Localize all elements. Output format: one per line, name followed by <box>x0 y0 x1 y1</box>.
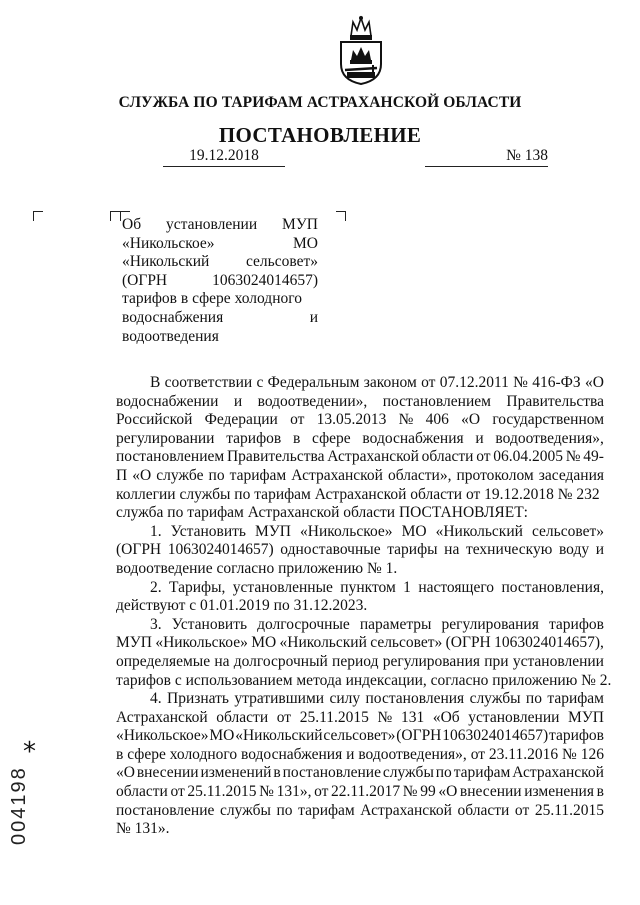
body-word: водоснабжении <box>116 392 219 410</box>
body-word: сфере <box>127 745 166 763</box>
body-word: протоколом <box>456 466 534 484</box>
body-word: № <box>565 448 581 466</box>
body-word: сельсовет» <box>323 727 396 745</box>
body-line <box>116 690 604 709</box>
coat-of-arms-icon <box>333 14 389 86</box>
body-word: и <box>475 429 484 447</box>
organization-name: СЛУЖБА ПО ТАРИФАМ АСТРАХАНСКОЙ ОБЛАСТИ <box>118 94 522 111</box>
body-word: № <box>259 783 274 801</box>
subject-word: установлении <box>166 216 258 233</box>
registration-stamp-number: 004198 <box>8 766 30 845</box>
body-word: тарифам <box>547 690 604 708</box>
corner-mark <box>33 211 43 221</box>
body-line <box>116 579 604 598</box>
body-word: от <box>476 448 491 466</box>
body-word: параметры <box>359 615 432 633</box>
subject-word: водоснабжения <box>122 308 224 326</box>
body-word: 07.12.2011 <box>439 374 509 391</box>
body-word: Тарифы, <box>169 578 226 596</box>
body-word: при <box>484 652 509 670</box>
body-word: сельсовет» <box>531 522 604 540</box>
body-line <box>116 820 604 839</box>
body-word: на <box>214 652 230 670</box>
body-word: изменений <box>200 764 272 782</box>
body-word: по <box>435 764 452 782</box>
body-word: постановление <box>116 801 215 819</box>
body-word: «Никольское» <box>300 522 393 540</box>
body-line <box>116 783 604 802</box>
body-word: 25.11.2015 <box>534 801 604 819</box>
body-word: 1063024014657), <box>494 634 604 652</box>
corner-mark <box>336 211 346 221</box>
body-word: соответствии <box>164 374 253 391</box>
body-word: «О <box>116 764 135 782</box>
subject-word: (ОГРН <box>122 271 168 289</box>
body-word: № <box>562 745 577 763</box>
body-word: № <box>402 783 418 801</box>
body-word: «Об <box>432 708 460 726</box>
body-word: Астраханской <box>327 448 419 466</box>
body-word: техническую <box>465 541 553 559</box>
body-word: одноставочные <box>280 541 381 559</box>
body-word: 1063024014657) <box>442 727 549 745</box>
body-word: тарифов <box>548 615 604 633</box>
subject-word: МО <box>293 234 318 252</box>
subject-word: и <box>309 308 318 326</box>
body-word: 22.11.2017 <box>331 783 401 801</box>
body-word: области <box>216 708 269 726</box>
body-word: МО <box>209 727 235 745</box>
body-word: постановлением <box>116 448 225 466</box>
body-word: постановление <box>282 764 381 782</box>
body-word: 126 <box>580 745 604 763</box>
corner-mark <box>110 211 120 221</box>
body-word: по <box>525 690 542 708</box>
body-word: от <box>421 374 436 391</box>
body-word: действуют с 01.01.2019 по 31.12.2023. <box>116 597 368 615</box>
body-word: Правительства <box>226 448 325 466</box>
body-line <box>116 746 604 765</box>
body-word: водоснабжения <box>241 745 343 763</box>
body-line <box>116 541 604 560</box>
body-word: Правительства <box>506 392 604 410</box>
body-word: области», <box>388 466 452 484</box>
body-word: № <box>398 411 414 429</box>
body-word: тарифов <box>226 429 282 447</box>
body-word: (ОГРН <box>396 727 442 745</box>
body-line <box>116 374 604 393</box>
body-word: 131 <box>400 708 425 726</box>
subject-line <box>122 216 318 235</box>
subject-line <box>122 253 318 272</box>
body-word: Федеральным <box>267 374 360 391</box>
body-word: 2. <box>150 578 162 596</box>
body-word: тарифам <box>453 764 511 782</box>
body-word: 49- <box>583 448 604 466</box>
body-word: МУП <box>568 708 604 726</box>
body-word: постановлением <box>382 392 491 410</box>
body-word: 3. <box>150 615 162 633</box>
document-subject <box>122 216 318 346</box>
body-line <box>116 802 604 821</box>
body-word: регулирования <box>441 615 539 633</box>
body-word: 25.11.2015 <box>299 708 369 726</box>
body-word: от <box>314 783 329 801</box>
document-number: № 138 <box>425 147 548 167</box>
body-word: П <box>116 466 128 484</box>
body-word: регулирования <box>382 652 481 670</box>
body-line <box>116 597 604 616</box>
body-word: тарифов <box>549 727 604 745</box>
subject-word: «Никольское» <box>122 234 215 252</box>
body-word: в <box>116 745 124 763</box>
body-word: сфере <box>312 429 351 447</box>
body-word: области <box>116 783 168 801</box>
body-word: от <box>514 801 530 819</box>
body-word: водоотведение согласно приложению № 1. <box>116 559 398 577</box>
body-word: «О <box>461 411 481 429</box>
subject-word: сельсовет» <box>245 253 318 271</box>
body-word: МО <box>401 522 427 540</box>
body-word: 1063024014657) <box>167 541 274 559</box>
document-type: ПОСТАНОВЛЕНИЕ <box>218 123 422 147</box>
body-word: № 131». <box>116 820 170 838</box>
body-word: тарифы <box>387 541 438 559</box>
body-word: 4. <box>150 690 162 708</box>
body-word: постановления <box>365 690 465 708</box>
subject-word: Об <box>122 216 142 233</box>
body-line <box>116 467 604 486</box>
body-line <box>116 727 604 746</box>
body-line <box>116 616 604 635</box>
body-word: 1. <box>150 522 162 540</box>
body-word: в <box>273 764 281 782</box>
body-word: МУП <box>255 522 291 540</box>
body-word: № <box>513 374 528 391</box>
body-word: службе <box>156 466 204 484</box>
body-word: силу <box>329 690 361 708</box>
body-line <box>116 709 604 728</box>
subject-line <box>122 309 318 328</box>
body-word: Установить <box>170 522 246 540</box>
body-word: 131», <box>276 783 312 801</box>
body-word: области <box>457 801 510 819</box>
body-line <box>116 448 604 467</box>
body-word: службы <box>382 764 434 782</box>
body-word: и <box>346 745 355 763</box>
stamp-asterisk: * <box>23 737 36 767</box>
subject-word: 1063024014657) <box>212 271 318 289</box>
body-word: области <box>421 448 474 466</box>
body-line <box>116 523 604 542</box>
body-word: определяемые <box>116 652 211 670</box>
body-word: «О <box>132 466 152 484</box>
body-word: холодного <box>169 745 238 763</box>
body-word: «О <box>584 374 604 391</box>
body-word: 25.11.2015 <box>187 783 257 801</box>
document-date: 19.12.2018 <box>163 147 285 167</box>
body-word: «Никольский <box>279 634 367 652</box>
body-word: Российской <box>116 411 193 429</box>
body-line <box>116 764 604 783</box>
body-word: 99 <box>420 783 436 801</box>
body-word: 23.11.2016 <box>488 745 559 763</box>
body-word: «Никольское» <box>116 727 209 745</box>
body-word: Установить <box>171 615 248 633</box>
subject-word: водоотведения <box>122 327 219 345</box>
body-word: Астраханской <box>360 801 452 819</box>
body-word: 06.04.2005 <box>493 448 564 466</box>
body-word: утратившими <box>234 690 325 708</box>
body-line <box>116 430 604 449</box>
body-word: Астраханской <box>291 466 383 484</box>
body-word: пунктом <box>340 578 396 596</box>
body-word: внесении <box>459 783 522 801</box>
body-word: установлении <box>512 652 604 670</box>
body-line <box>116 486 604 505</box>
body-word: государственном <box>492 411 604 429</box>
body-word: установлении <box>468 708 560 726</box>
body-word: служба по тарифам Астраханской области ПОСТАНОВЛЯЕТ: <box>116 504 528 522</box>
body-word: (ОГРН <box>116 541 162 559</box>
body-word: № <box>377 708 393 726</box>
subject-line <box>122 235 318 254</box>
body-word: с <box>256 374 264 391</box>
subject-word: МУП <box>282 216 318 233</box>
body-word: Признать <box>167 690 229 708</box>
subject-line <box>122 290 318 309</box>
body-word: на <box>444 541 460 559</box>
body-word: службы <box>469 690 521 708</box>
body-word: 406 <box>425 411 449 429</box>
body-word: по <box>208 466 225 484</box>
document-body <box>116 374 612 839</box>
subject-word: тарифов в сфере холодного <box>122 290 302 308</box>
body-word: и <box>233 392 243 410</box>
body-word: Федерации <box>204 411 278 429</box>
body-word: МО <box>251 634 277 652</box>
body-word: долгосрочный <box>233 652 328 670</box>
body-word: 416-ФЗ <box>532 374 581 391</box>
body-line <box>116 671 612 691</box>
body-word: и <box>595 541 604 559</box>
body-word: МУП <box>116 634 152 652</box>
body-line <box>116 504 604 523</box>
body-word: период <box>332 652 379 670</box>
body-word: тарифам <box>298 801 355 819</box>
body-word: «Никольский <box>235 727 323 745</box>
body-word: настоящего <box>418 578 495 596</box>
subject-line <box>122 272 318 291</box>
subject-line <box>122 328 318 347</box>
body-word: воду <box>558 541 590 559</box>
body-line <box>116 653 604 672</box>
body-word: заседания <box>538 466 604 484</box>
body-word: 1 <box>403 578 411 596</box>
body-word: водоотведения», <box>358 745 467 763</box>
body-word: «О <box>438 783 458 801</box>
body-word: регулировании <box>116 429 215 447</box>
body-word: от <box>290 411 305 429</box>
body-word: внесении <box>136 764 199 782</box>
body-word: установленные <box>232 578 333 596</box>
body-word: «Никольское» <box>155 634 248 652</box>
body-word: (ОГРН <box>445 634 491 652</box>
body-word: изменения <box>524 783 594 801</box>
body-word: в <box>596 783 604 801</box>
body-word: водоснабжения <box>362 429 464 447</box>
body-word: по <box>276 801 293 819</box>
body-word: Астраханской <box>116 708 208 726</box>
body-line <box>116 634 604 653</box>
body-word: службы <box>219 801 271 819</box>
body-word: сельсовет» <box>370 634 443 652</box>
body-word: долгосрочные <box>257 615 350 633</box>
body-word: от <box>470 745 486 763</box>
body-word: от <box>276 708 292 726</box>
body-line <box>116 393 604 412</box>
subject-word: «Никольский <box>122 253 210 271</box>
body-word: В <box>150 374 161 391</box>
body-word: законом <box>363 374 417 391</box>
body-word: тарифов с использованием метода индексации, согласно приложению № 2. <box>116 671 612 689</box>
body-word: постановления, <box>501 578 604 596</box>
body-word: от <box>170 783 185 801</box>
body-word: водоотведении», <box>257 392 368 410</box>
body-word: в <box>292 429 301 447</box>
body-word: коллегии службы по тарифам Астраханской области от 19.12.2018 № 232 <box>116 485 600 503</box>
body-word: Астраханской <box>512 764 604 782</box>
body-word: «Никольский <box>435 522 523 540</box>
body-word: тарифам <box>229 466 287 484</box>
body-word: 13.05.2013 <box>316 411 387 429</box>
body-line <box>116 411 604 430</box>
body-word: водоотведения», <box>495 429 604 447</box>
body-line <box>116 560 604 579</box>
